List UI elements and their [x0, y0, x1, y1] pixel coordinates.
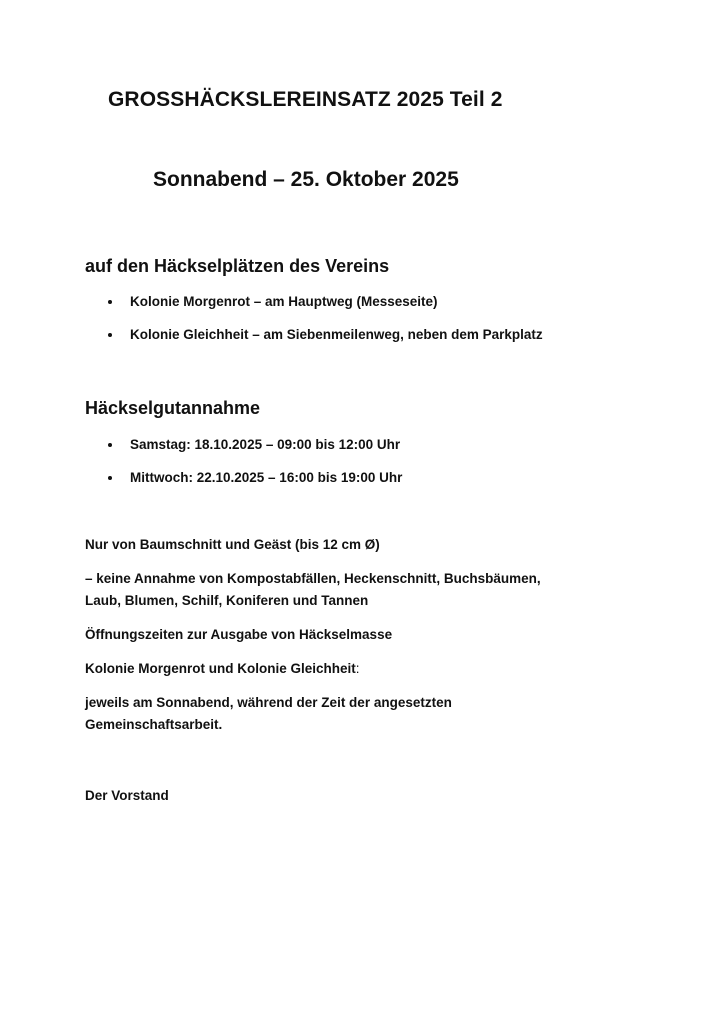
- location-morgenrot: Kolonie Morgenrot – am Hauptweg (Messeseite): [130, 294, 438, 309]
- material-note: Nur von Baumschnitt und Geäst (bis 12 cm Ø): [85, 537, 380, 552]
- locations-heading: auf den Häckselplätzen des Vereins: [85, 256, 390, 276]
- acceptance-saturday: Samstag: 18.10.2025 – 09:00 bis 12:00 Uhr: [130, 437, 401, 452]
- event-date: Sonnabend – 25. Oktober 2025: [153, 168, 459, 191]
- signature: Der Vorstand: [85, 788, 169, 803]
- schedule-note: [85, 692, 645, 736]
- colonies-line: [85, 658, 645, 680]
- bullet-icon: [108, 476, 112, 480]
- document-title: GROSSHÄCKSLEREINSATZ 2025 Teil 2: [108, 88, 503, 111]
- bullet-icon: [108, 333, 112, 337]
- list-item: [85, 436, 402, 454]
- exclusion-note: [85, 568, 645, 612]
- colonies-text: Kolonie Morgenrot und Kolonie Gleichheit: [85, 661, 356, 676]
- list-item: [85, 293, 543, 311]
- bullet-icon: [108, 300, 112, 304]
- locations-list: [85, 293, 543, 344]
- exclusion-line-2: Laub, Blumen, Schilf, Koniferen und Tannen: [85, 593, 369, 608]
- acceptance-list: [85, 436, 402, 487]
- schedule-line-1: jeweils am Sonnabend, während der Zeit der angesetzten: [85, 695, 452, 710]
- bullet-icon: [108, 443, 112, 447]
- acceptance-heading: Häckselgutannahme: [85, 398, 261, 418]
- acceptance-wednesday: Mittwoch: 22.10.2025 – 16:00 bis 19:00 Uhr: [130, 470, 403, 485]
- list-item: [85, 469, 402, 487]
- schedule-line-2: Gemeinschaftsarbeit.: [85, 717, 223, 732]
- exclusion-line-1: – keine Annahme von Kompostabfällen, Heckenschnitt, Buchsbäumen,: [85, 571, 541, 586]
- colonies-colon: :: [355, 661, 360, 676]
- opening-hours-heading: Öffnungszeiten zur Ausgabe von Häckselmasse: [85, 627, 393, 642]
- location-gleichheit: Kolonie Gleichheit – am Siebenmeilenweg, neben dem Parkplatz: [130, 327, 543, 342]
- list-item: [85, 326, 543, 344]
